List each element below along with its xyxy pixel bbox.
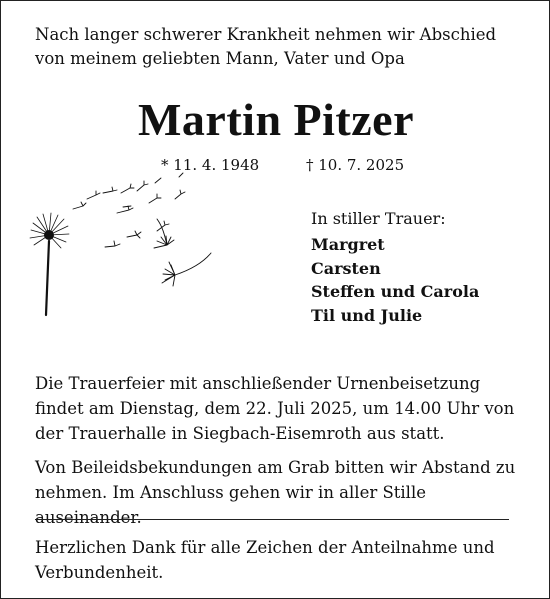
- condolence-text: Von Beileidsbekundungen am Grab bitten wir Abstand zu nehmen. Im Anschluss gehen wir in aller Stille auseinander.: [35, 458, 516, 527]
- death-symbol: †: [305, 156, 314, 174]
- birth-symbol: *: [161, 156, 169, 174]
- intro-text: Nach langer schwerer Krankheit nehmen wir Abschied von meinem geliebten Mann, Vater und Opa: [35, 25, 497, 68]
- deceased-name: Martin Pitzer: [138, 94, 414, 145]
- mourner-name: Carsten: [311, 258, 381, 278]
- death-date: 10. 7. 2025: [318, 156, 405, 174]
- mourners-label: In stiller Trauer:: [311, 209, 446, 228]
- dandelion-icon: [25, 163, 225, 333]
- mourners-list: [311, 233, 479, 327]
- ceremony-text: Die Trauerfeier mit anschließender Urnenbeisetzung findet am Dienstag, dem 22. Juli 2025, um 14.00 Uhr von der Trauerhalle in Siegbach-Eisemroth aus statt.: [35, 374, 515, 443]
- mourner-name: Til und Julie: [311, 305, 423, 325]
- mourner-name: Margret: [311, 235, 385, 254]
- divider: [35, 519, 509, 520]
- thanks-text: Herzlichen Dank für alle Zeichen der Anteilnahme und Verbundenheit.: [35, 538, 495, 582]
- birth-date: 11. 4. 1948: [173, 156, 260, 174]
- mourner-name: Steffen und Carola: [311, 282, 480, 301]
